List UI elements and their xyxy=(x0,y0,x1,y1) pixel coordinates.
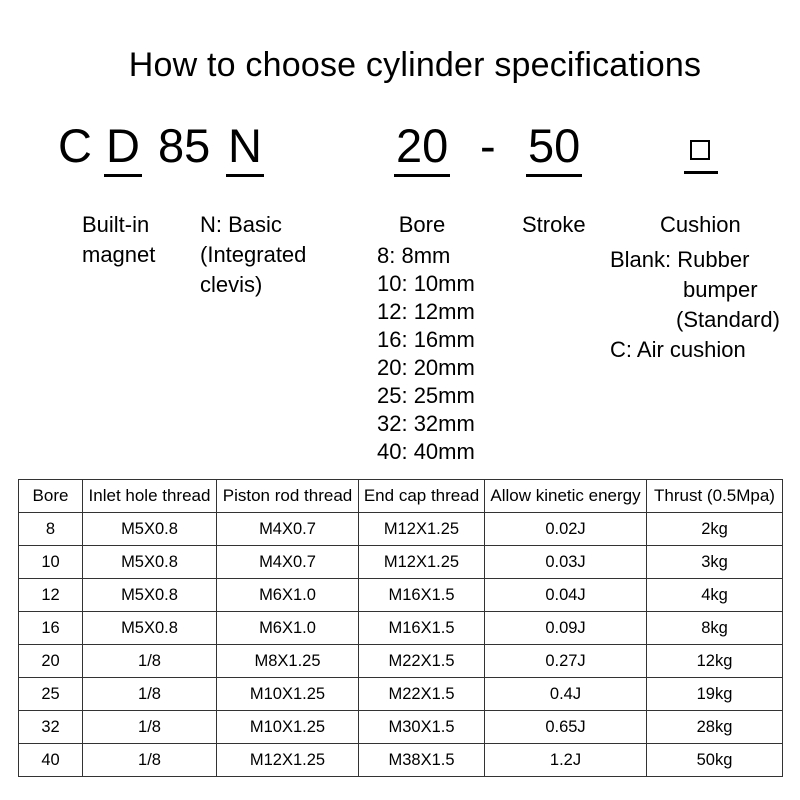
bore-option: 20: 20mm xyxy=(377,355,475,380)
table-cell: 25 xyxy=(19,678,83,711)
code-dash: - xyxy=(480,119,496,172)
table-cell: 3kg xyxy=(647,546,783,579)
spec-table xyxy=(18,479,783,777)
table-cell: 10 xyxy=(19,546,83,579)
code-letter-n: N xyxy=(226,118,264,177)
table-cell: M30X1.5 xyxy=(359,711,485,744)
table-cell: M5X0.8 xyxy=(83,579,217,612)
table-cell: 1/8 xyxy=(83,744,217,777)
table-row xyxy=(19,645,783,678)
table-cell: 1.2J xyxy=(485,744,647,777)
table-cell: 20 xyxy=(19,645,83,678)
table-row xyxy=(19,678,783,711)
table-cell: M22X1.5 xyxy=(359,678,485,711)
table-cell: M5X0.8 xyxy=(83,612,217,645)
table-cell: 0.04J xyxy=(485,579,647,612)
table-cell: M12X1.25 xyxy=(359,546,485,579)
table-cell: M4X0.7 xyxy=(217,513,359,546)
cushion-option-blank-line3: (Standard) xyxy=(676,307,780,332)
header-thrust: Thrust (0.5Mpa) xyxy=(647,480,783,513)
table-cell: 40 xyxy=(19,744,83,777)
header-piston-rod-thread: Piston rod thread xyxy=(217,480,359,513)
table-cell: 1/8 xyxy=(83,645,217,678)
table-cell: 0.02J xyxy=(485,513,647,546)
header-bore: Bore xyxy=(19,480,83,513)
table-row xyxy=(19,546,783,579)
table-row xyxy=(19,711,783,744)
table-cell: M10X1.25 xyxy=(217,678,359,711)
table-cell: M6X1.0 xyxy=(217,612,359,645)
table-cell: M12X1.25 xyxy=(217,744,359,777)
table-cell: 1/8 xyxy=(83,711,217,744)
table-cell: M22X1.5 xyxy=(359,645,485,678)
cushion-box-icon xyxy=(690,140,710,160)
bore-option: 12: 12mm xyxy=(377,299,475,324)
basic-label: N: Basic (Integrated clevis) xyxy=(200,212,307,297)
table-row xyxy=(19,579,783,612)
table-cell: 0.27J xyxy=(485,645,647,678)
code-bore: 20 xyxy=(394,118,450,177)
bore-option: 32: 32mm xyxy=(377,411,475,436)
table-row xyxy=(19,612,783,645)
table-cell: M5X0.8 xyxy=(83,546,217,579)
table-cell: 50kg xyxy=(647,744,783,777)
table-cell: 12kg xyxy=(647,645,783,678)
header-end-cap-thread: End cap thread xyxy=(359,480,485,513)
table-row xyxy=(19,744,783,777)
bore-title: Bore xyxy=(398,212,446,237)
cushion-option-blank: Blank: Rubber xyxy=(610,247,750,272)
table-cell: M6X1.0 xyxy=(217,579,359,612)
table-cell: 28kg xyxy=(647,711,783,744)
table-cell: 16 xyxy=(19,612,83,645)
bore-option: 8: 8mm xyxy=(377,243,451,268)
table-cell: 0.4J xyxy=(485,678,647,711)
table-cell: 32 xyxy=(19,711,83,744)
table-cell: 0.65J xyxy=(485,711,647,744)
table-cell: M16X1.5 xyxy=(359,612,485,645)
cushion-underline xyxy=(684,171,718,174)
table-cell: 12 xyxy=(19,579,83,612)
code-size: 85 xyxy=(158,119,211,172)
bore-option: 16: 16mm xyxy=(377,327,475,352)
table-cell: M10X1.25 xyxy=(217,711,359,744)
header-inlet-thread: Inlet hole thread xyxy=(83,480,217,513)
code-stroke: 50 xyxy=(526,118,582,177)
bore-option: 10: 10mm xyxy=(377,271,475,296)
bore-options-list xyxy=(377,242,475,466)
table-cell: 19kg xyxy=(647,678,783,711)
code-letter-c: C xyxy=(58,119,92,172)
table-cell: 8kg xyxy=(647,612,783,645)
table-cell: 0.09J xyxy=(485,612,647,645)
table-cell: M12X1.25 xyxy=(359,513,485,546)
table-cell: M4X0.7 xyxy=(217,546,359,579)
page-title: How to choose cylinder specifications xyxy=(128,46,702,84)
table-row xyxy=(19,513,783,546)
table-cell: 2kg xyxy=(647,513,783,546)
table-cell: 0.03J xyxy=(485,546,647,579)
code-letter-d: D xyxy=(104,118,142,177)
table-cell: M16X1.5 xyxy=(359,579,485,612)
magnet-label: Built-in magnet xyxy=(82,212,156,267)
table-cell: 1/8 xyxy=(83,678,217,711)
table-cell: 4kg xyxy=(647,579,783,612)
stroke-title: Stroke xyxy=(522,212,586,237)
cushion-option-air: C: Air cushion xyxy=(610,337,746,362)
table-cell: 8 xyxy=(19,513,83,546)
bore-option: 40: 40mm xyxy=(377,439,475,464)
table-header-row xyxy=(19,480,783,513)
cushion-title: Cushion xyxy=(660,212,741,237)
cushion-option-blank-line2: bumper xyxy=(683,277,758,302)
table-cell: M8X1.25 xyxy=(217,645,359,678)
header-kinetic-energy: Allow kinetic energy xyxy=(485,480,647,513)
bore-option: 25: 25mm xyxy=(377,383,475,408)
table-cell: M38X1.5 xyxy=(359,744,485,777)
table-cell: M5X0.8 xyxy=(83,513,217,546)
